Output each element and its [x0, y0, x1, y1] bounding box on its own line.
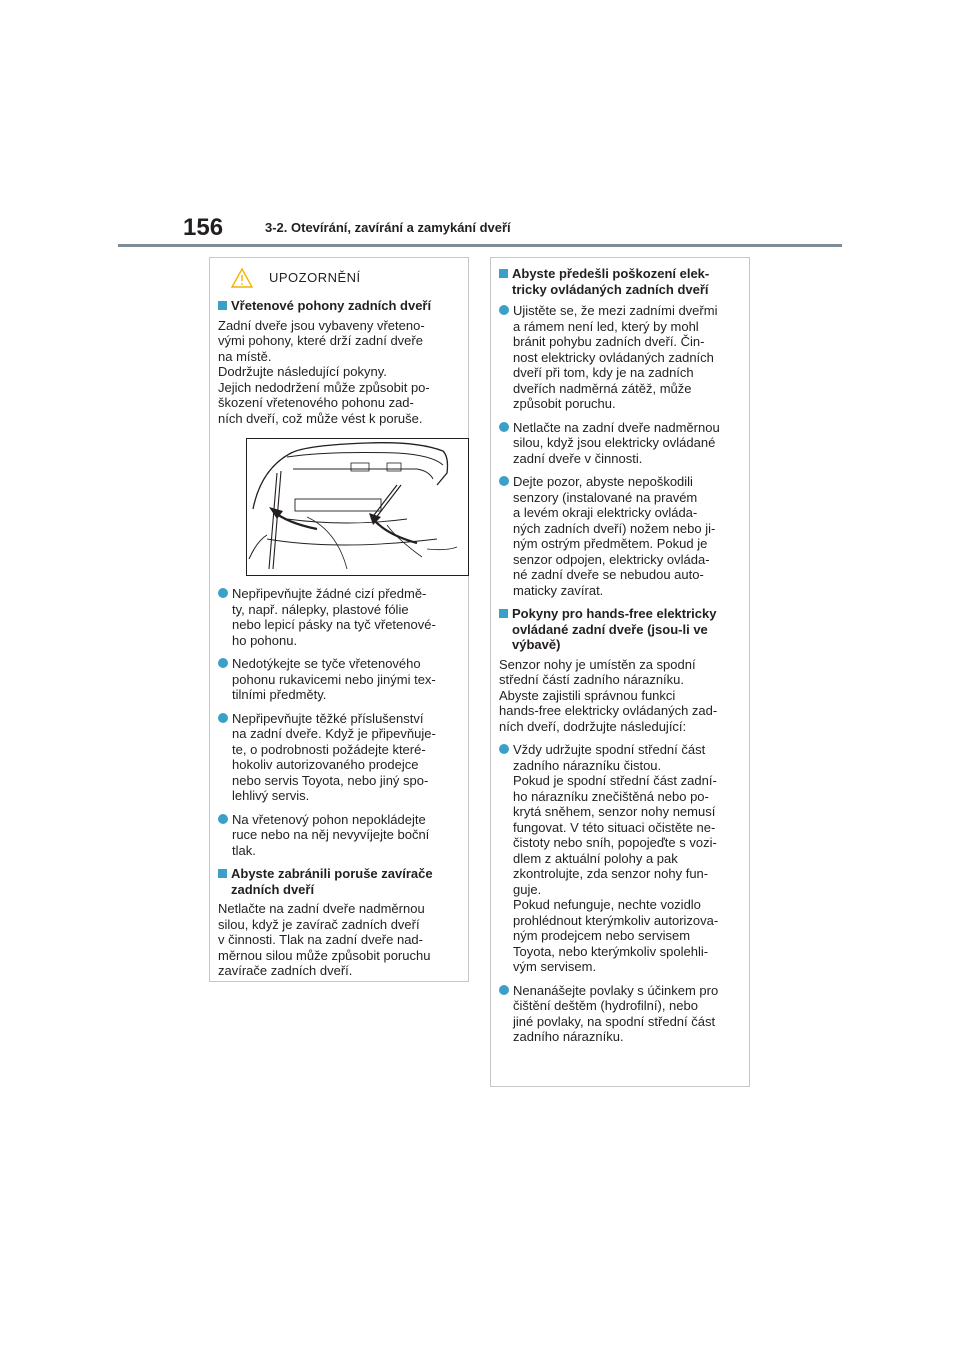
bullet-item: [218, 586, 460, 648]
subheading-hands-free: [499, 606, 741, 653]
warning-title: UPOZORNĚNÍ: [269, 270, 361, 286]
paragraph-hands-free: Senzor nohy je umístěn za spodní střední částí zadního nárazníku. Abyste zajistili správnou funkci hands-free elektricky ovládaných zad- ních dveří, dodržujte následující:: [499, 656, 718, 734]
paragraph-spindle-drives: Zadní dveře jsou vybaveny vřeteno- vými pohony, které drží zadní dveře na místě. Dodržujte následující pokyny. Jejich nedodržení může způsobit po- škození vřetenového pohonu zad- ních dveří, což může vést k poruše.: [218, 317, 430, 426]
bullet-text: Nedotýkejte se tyče vřetenového pohonu rukavicemi nebo jinými tex- tilními předměty.: [232, 656, 436, 702]
bullet-item: [499, 983, 741, 1045]
warning-header: [218, 266, 460, 290]
subheading-prevent-damage: [499, 266, 741, 297]
subheading-text: Vřetenové pohony zadních dveří: [231, 298, 432, 313]
bullet-text: Netlačte na zadní dveře nadměrnou silou, když jsou elektricky ovládané zadní dveře v činnosti.: [513, 419, 720, 466]
square-bullet-icon: [218, 301, 227, 310]
warning-box-continued: [490, 257, 750, 1087]
round-bullet-icon: [218, 713, 228, 723]
warning-box: [209, 257, 469, 982]
round-bullet-icon: [218, 588, 228, 598]
subheading-text: Pokyny pro hands-free elektricky ovládané zadní dveře (jsou-li ve výbavě): [512, 606, 717, 652]
bullet-text: Vždy udržujte spodní střední část zadního nárazníku čistou. Pokud je spodní střední část zadní- ho nárazníku znečištěná nebo po- krytá sněhem, senzor nohy nemusí fungovat. V této situaci očistěte ne- čistoty nebo sníh, popojeďte s vozi- dlem z aktuální polohy a pak zkontrolujte, zda senzor nohy fun- guje. Pokud nefunguje, nechte vozidlo prohlédnout kterýmkoliv autorizova- ným prodejcem nebo servisem Toyota, nebo kterýmkoliv spolehli- vým servisem.: [513, 742, 719, 974]
square-bullet-icon: [218, 869, 227, 878]
page-number: 156: [183, 214, 224, 241]
section-title: 3-2. Otevírání, zavírání a zamykání dveří: [265, 220, 511, 235]
square-bullet-icon: [499, 609, 508, 618]
round-bullet-icon: [499, 422, 509, 432]
tailgate-illustration: [246, 438, 469, 576]
subheading-spindle-drives: [218, 298, 460, 314]
round-bullet-icon: [218, 658, 228, 668]
bullet-text: Nepřipevňujte žádné cizí předmě- ty, např. nálepky, plastové fólie nebo lepicí pásky na tyč vřetenové- ho pohonu.: [232, 586, 436, 648]
round-bullet-icon: [218, 814, 228, 824]
tailgate-drawing: [247, 439, 468, 575]
bullet-item: [499, 742, 741, 975]
bullet-text: Nenanášejte povlaky s účinkem pro čištění deštěm (hydrofilní), nebo jiné povlaky, na spodní střední část zadního nárazníku.: [513, 982, 719, 1044]
bullet-item: [218, 656, 460, 703]
subheading-closer: [218, 866, 460, 897]
subheading-text: Abyste zabránili poruše zavírače zadních dveří: [231, 866, 433, 897]
warning-triangle-icon: [231, 268, 253, 288]
round-bullet-icon: [499, 476, 509, 486]
paragraph-closer: Netlačte na zadní dveře nadměrnou silou, když je zavírač zadních dveří v činnosti. Tlak na zadní dveře nad- měrnou silou může způsobit poruchu zavírače zadních dveří.: [218, 901, 431, 978]
bullet-text: Dejte pozor, abyste nepoškodili senzory (instalované na pravém a levém okraji elektricky ovláda- ných zadních dveří) nožem nebo ji- ným ostrým předmětem. Pokud je senzor odpojen, elektricky ovláda- né zadní dveře se nebudou auto- maticky zavírat.: [513, 474, 716, 598]
round-bullet-icon: [499, 305, 509, 315]
round-bullet-icon: [499, 985, 509, 995]
bullet-item: [499, 474, 741, 598]
bullet-item: [218, 812, 460, 859]
bullet-item: [218, 711, 460, 804]
bullet-text: Na vřetenový pohon nepokládejte ruce nebo na něj nevyvíjejte boční tlak.: [232, 811, 430, 858]
square-bullet-icon: [499, 269, 508, 278]
bullet-text: Nepřipevňujte těžké příslušenství na zadní dveře. Když je připevňuje- te, o podrobnosti požádejte které- hokoliv autorizovaného prodejce nebo servis Toyota, nebo jiný spo- lehlivý servis.: [232, 710, 436, 803]
round-bullet-icon: [499, 744, 509, 754]
bullet-item: [499, 303, 741, 412]
bullet-item: [499, 420, 741, 467]
header-rule: [118, 244, 842, 247]
bullet-text: Ujistěte se, že mezi zadními dveřmi a rámem není led, který by mohl bránit pohybu zadních dveří. Čin- nost elektricky ovládaných zadních dveří při tom, kdy je na zadních dveřích nadměrná zátěž, může způsobit poruchu.: [513, 303, 718, 411]
subheading-text: Abyste předešli poškození elek- tricky ovládaných zadních dveří: [512, 266, 710, 297]
